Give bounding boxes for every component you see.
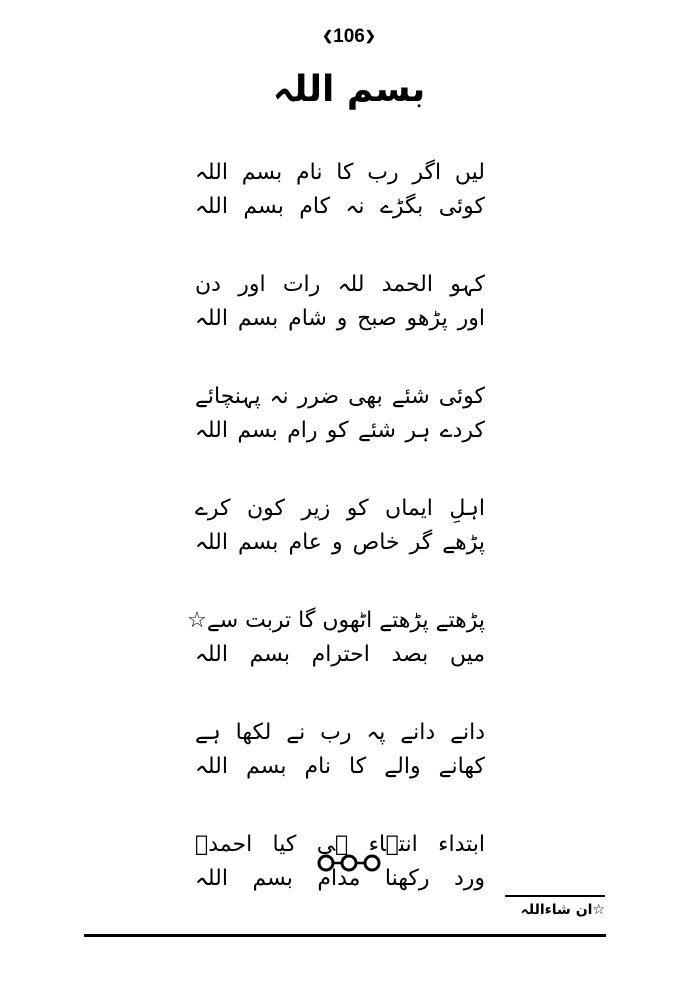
verse-line: پڑھے گر خاص و عام بسم اللہ: [195, 530, 485, 555]
verse-line: دانے دانے پہ رب نے لکھا ہے: [195, 720, 485, 745]
verse-line: لیں اگر رب کا نام بسم اللہ: [195, 160, 485, 185]
verse-line: کھانے والے کا نام بسم اللہ: [195, 754, 485, 779]
verse-line: پڑھتے پڑھتے اٹھوں گا تربت سے☆: [187, 608, 485, 633]
footnote: ☆ان شاءاللہ: [520, 902, 605, 918]
footnote-divider: [505, 895, 605, 897]
ornament-left-icon: ❮: [322, 28, 334, 43]
poem-body: [187, 156, 485, 940]
stanza: [187, 604, 485, 672]
stanza: [195, 380, 485, 448]
end-ornament: [0, 852, 698, 878]
poem-title: بسم اللہ: [272, 69, 426, 110]
page-number-text: 106: [333, 26, 365, 47]
verse-line: اور پڑھو صبح و شام بسم اللہ: [195, 306, 485, 331]
verse-line: اہلِ ایماں کو زیر کون کرے: [195, 496, 485, 521]
page-number: [0, 26, 698, 48]
verse-line: ابتداء انتہاء ہی کیا احمدؔ: [195, 832, 485, 857]
verse-line: میں بصد احترام بسم اللہ: [195, 642, 485, 667]
verse-line: کہو الحمد للہ رات اور دن: [195, 272, 485, 297]
verse-line: کوئی بگڑے نہ کام بسم اللہ: [195, 194, 485, 219]
three-rings-icon: [317, 852, 381, 874]
stanza: [195, 492, 485, 560]
stanza: [195, 156, 485, 224]
verse-line: کوئی شئے بھی ضرر نہ پہنچائے: [195, 384, 485, 409]
verse-line: کردے ہر شئے کو رام بسم اللہ: [195, 418, 485, 443]
verse-line: ورد رکھنا مدام بسم اللہ: [195, 866, 485, 891]
stanza: [195, 716, 485, 784]
stanza: [195, 268, 485, 336]
ornament-right-icon: ❯: [364, 28, 376, 43]
page-bottom-rule: [84, 934, 606, 937]
